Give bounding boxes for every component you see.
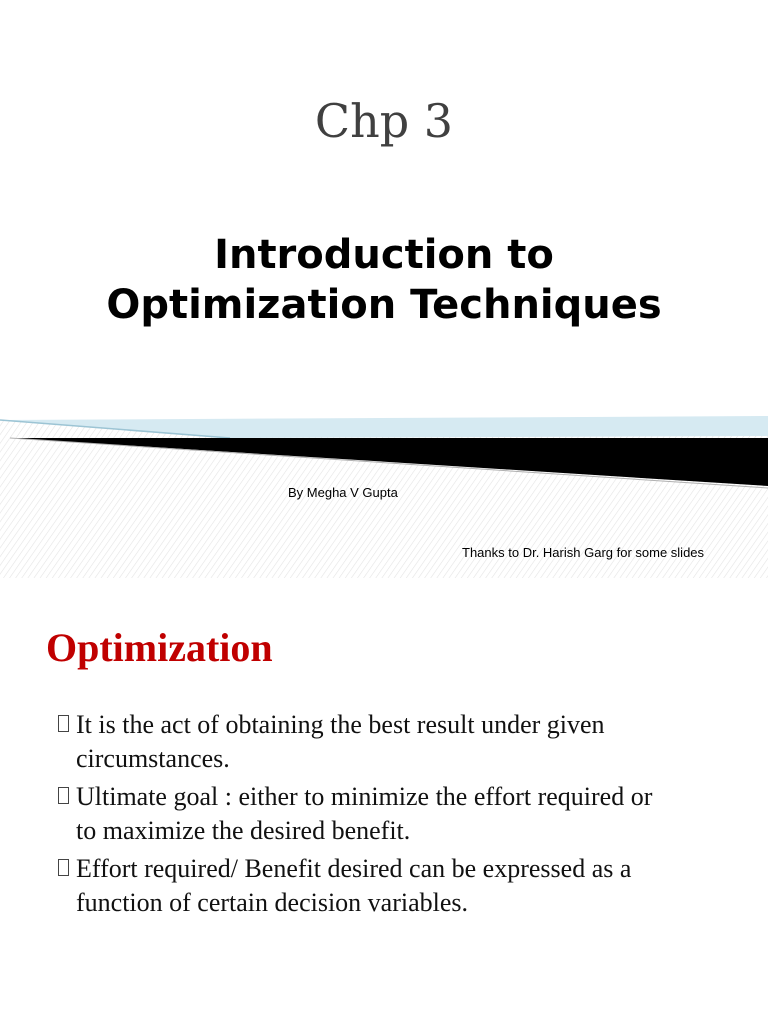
bullet-line: It is the act of obtaining the best result under given: [76, 710, 605, 739]
bullet-list: [58, 708, 748, 924]
bullet-line: to maximize the desired benefit.: [76, 816, 411, 845]
acknowledgement: Thanks to Dr. Harish Garg for some slides: [462, 545, 705, 560]
bullet-line: Effort required/ Benefit desired can be expressed as a: [76, 854, 632, 883]
bullet-box-icon: [58, 859, 69, 876]
slide-heading: Optimization: [46, 625, 273, 670]
title-line-2: Optimization Techniques: [106, 282, 662, 328]
bullet-line: circumstances.: [76, 744, 230, 773]
bullet-line: Ultimate goal : either to minimize the effort required or: [76, 782, 653, 811]
title-line-1: Introduction to: [214, 232, 554, 278]
bullet-box-icon: [58, 715, 69, 732]
bullet-item: [58, 852, 748, 920]
bullet-line: function of certain decision variables.: [76, 888, 469, 917]
chapter-label: Chp 3: [314, 94, 454, 148]
author-credit: By Megha V Gupta: [288, 485, 398, 500]
bullet-box-icon: [58, 787, 69, 804]
bullet-item: [58, 780, 748, 848]
presentation-title: [0, 230, 768, 330]
bullet-item: [58, 708, 748, 776]
content-slide: [0, 578, 768, 1024]
